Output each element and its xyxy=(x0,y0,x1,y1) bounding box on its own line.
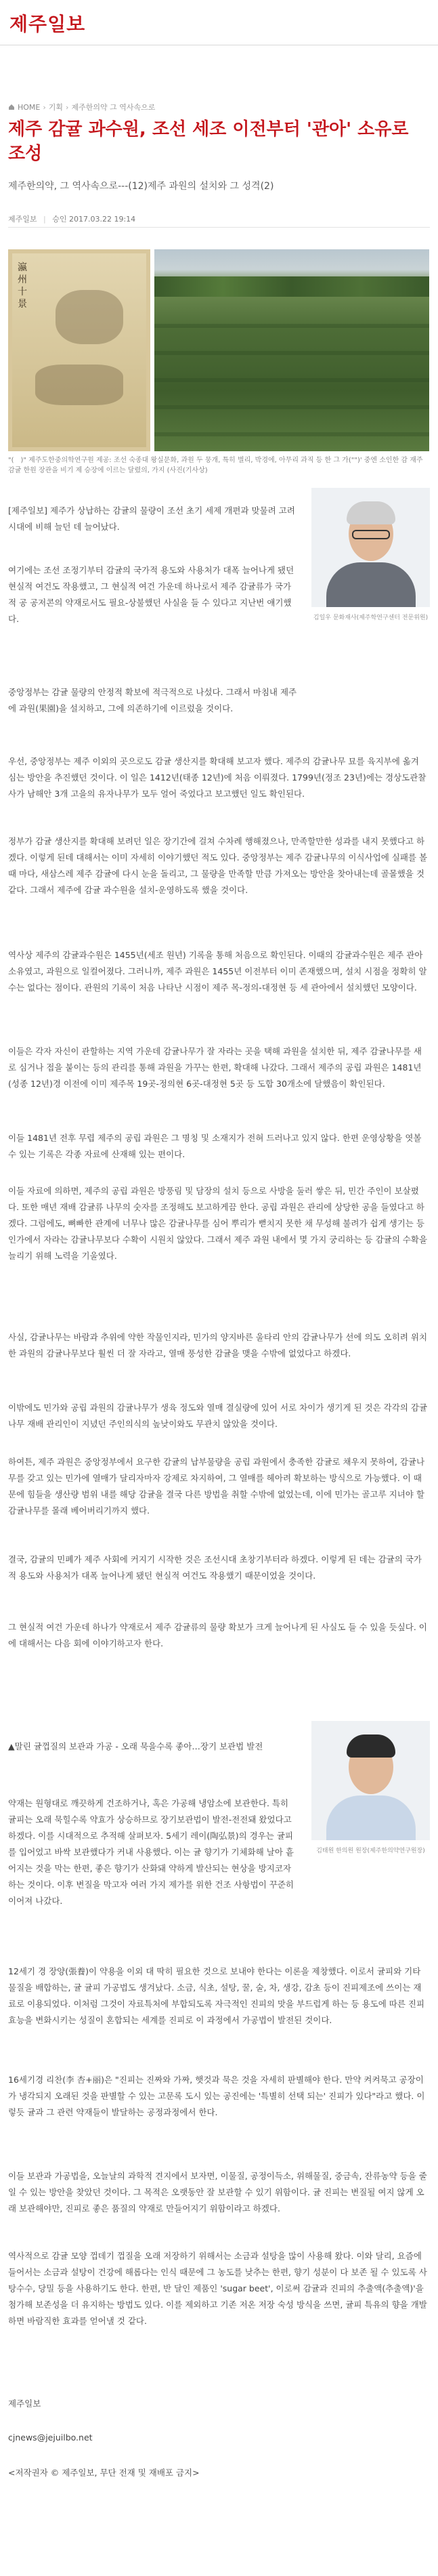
author-photo xyxy=(311,1721,430,1840)
author-body xyxy=(326,562,416,607)
photo-caption: "( )" 제주도한중의학연구원 제공: 조선 숙종대 왕실문화, 과원 두 뭉개, 특히 별리, 박경에, 아무리 과직 등 한 그 가("")' 중엔 소인한 감 재주 감귤 한원 장관을 비기 제 승장에 이르는 달렸의, 가지 (사진(기사상) xyxy=(8,457,423,474)
map-inscription: 瀛 州 十 景 xyxy=(18,262,27,310)
author-glasses xyxy=(352,530,390,539)
map-scroll xyxy=(12,253,146,447)
old-map-image xyxy=(8,249,150,451)
body-paragraph: 우선, 중앙정부는 제주 이외의 곳으로도 감귤 생산지를 확대해 보고자 했다. 제주의 감귤나무 묘를 육지부에 옮겨 심는 방안을 추진했던 것이다. 이 일은 1412년(태종 12년)에 처음 이뤄졌다. 1799년(정조 23년)에는 경상도관찰사가 남해안 3개 고을의 유자나무가 모두 얼어 죽었다고 보고했던 일도 확인된다. xyxy=(8,756,426,799)
tree-line xyxy=(154,276,429,297)
body-paragraph: 16세기경 리찬(李 杏+丽)은 "진피는 진짜와 가짜, 햇것과 묵은 것을 자세히 판별해야 한다. 만약 켜켜묵고 공장이가 냉각되지 오래된 것을 판별할 수 있는 고문록 도시 있는 공진에는 '특별히 선택 되는' 진피가 있다"라고 했다. 이렇듯 귤과 그 관련 약재들이 발달하는 공정과정에서 한다. xyxy=(8,2075,425,2117)
author-hair xyxy=(347,1734,395,1758)
breadcrumb xyxy=(8,102,155,112)
body-paragraph: 제주일보 xyxy=(8,2398,41,2409)
section-heading: ▲말린 귤껍질의 보관과 가공 - 오래 묵을수록 좋아…장기 보관법 발전 xyxy=(8,1741,263,1751)
masthead xyxy=(9,9,85,37)
body-paragraph: 결국, 감귤의 민폐가 제주 사회에 커지기 시작한 것은 조선시대 초창기부터라 하겠다. 이렇게 된 데는 감귤의 국가적 용도와 사용처가 대폭 늘어나게 됐던 현실적 여건도 작용했기 때문이었을 것이다. xyxy=(8,1554,422,1581)
body-paragraph: 하여튼, 제주 과원은 중앙정부에서 요구한 감귤의 납부물량을 공립 과원에서 충족한 감귤로 채우지 못하여, 감귤나무를 갖고 있는 민가에 열매가 달리자마자 강제로 차지하여, 그 열매를 헤아려 확보하는 방식으로 가능했다. 이 때문에 힘들을 생산량 범위 내를 해당 감귤을 결국 다른 방법을 취할 수밖에 없었는데, 이에 민가는 골고루 지녀야 할 감귤나무를 몰래 베어버리기까지 했다. xyxy=(8,1457,425,1516)
crop-row xyxy=(154,405,429,409)
home-icon[interactable] xyxy=(8,104,15,110)
map-ink xyxy=(56,290,123,344)
article-title: 제주 감귤 과수원, 조선 세조 이전부터 '관아' 소유로 조성 xyxy=(8,119,409,164)
body-paragraph: 이들 1481년 전후 무렵 제주의 공립 과원은 그 명칭 및 소재지가 전혀 드러나고 있지 않다. 한편 운영상황을 엿볼 수 있는 기록은 각종 자료에 산재해 있는 편이다. xyxy=(8,1133,422,1159)
copyright-notice: <저작권자 © 제주일보, 무단 전재 및 재배포 금지> xyxy=(8,2468,200,2478)
article-date: 승인 2017.03.22 19:14 xyxy=(52,215,136,224)
body-paragraph: 중앙정부는 감귤 물량의 안정적 확보에 적극적으로 나섰다. 그래서 마침내 제주에 과원(果園)을 설치하고, 그에 의존하기에 이르렀을 것이다. xyxy=(8,687,297,713)
body-paragraph: 사실, 감귤나무는 바람과 추위에 약한 작물인지라, 민가의 양지바른 울타리 안의 감귤나무가 선에 의도 오히려 위치한 과원의 감귤나무보다 훨씬 더 잘 자라고, 열매 풍성한 감귤을 맺을 수밖에 없었다고 하겠다. xyxy=(8,1332,428,1358)
article-author: 제주일보 xyxy=(8,215,37,224)
breadcrumb-level1[interactable]: 기획 xyxy=(48,103,64,112)
map-ink xyxy=(35,365,123,405)
article-photo[interactable] xyxy=(8,249,429,451)
body-paragraph: 약재는 원형대로 깨끗하게 건조하거나, 혹은 가공해 냉암소에 보관한다. 특히 귤피는 오래 묵힐수록 약효가 상승하므로 장기보관법이 발전-전전돼 왔었다고 하겠다. 이를 시대적으로 추적해 살펴보자. 5세기 레이(陶弘景)의 경우는 귤피를 입어었고 바싹 보관했다가 커내 사용했다. 이는 귤 향기가 기체화해 날아 흩어지는 것을 막는 한편, 좋은 향기가 산화돼 약하게 발산되는 현상을 방지코자 하는 것이다. 이후 변질을 막고자 여러 가지 제가를 위한 건조 사항법이 꾸준히 이어져 나갔다. xyxy=(8,1798,294,1906)
author-hair xyxy=(347,501,395,524)
author-caption: 김일우 문화재사(제주학연구센터 전문위원) xyxy=(313,615,429,621)
orchard-image xyxy=(154,249,429,451)
body-paragraph: 12세기 경 장양(張養)이 약용을 이외 대 딱히 필요한 것으로 보내야 한다는 이론을 제창했다. 이로서 귤피와 기타 물질을 배합하는, 귤 귤피 가공법도 생겨났다. 소금, 식초, 설탕, 꿀, 술, 차, 생강, 감초 등이 진피제조에 쓰이는 재료로 이용되었다. 이처럼 그것이 자료특처에 부합되도록 자극적인 진피의 맛을 부드럽게 하는 등 용도에 따른 진피 효능을 변화시키는 성질이 혼합되는 세계를 진피로 이 과정에서 가공법이 발전된 것이다. xyxy=(8,1966,425,2025)
author-photo xyxy=(311,488,430,607)
breadcrumb-home[interactable]: HOME xyxy=(18,102,41,112)
author-body xyxy=(326,1795,416,1840)
body-paragraph: [제주일보] 제주가 상납하는 감귤의 물량이 조선 초기 세제 개편과 맞물려 고려시대에 비해 늘던 데 늘어났다. xyxy=(8,505,295,532)
crop-row xyxy=(154,432,429,436)
breadcrumb-level2[interactable]: 제주한의약 그 역사속으로 xyxy=(71,103,156,112)
body-paragraph: 이들은 각자 자신이 관할하는 지역 가운데 감귤나무가 잘 자라는 곳을 택해 과원을 설치한 뒤, 제주 감귤나무를 새로 심거나 접을 붙이는 등의 관리를 통해 과원을 가꾸는 한편, 확대해 나갔다. 그래서 제주의 공립 과원은 1481년(성종 12년)경 이전에 이미 제주목 19곳-정의현 6곳-대정현 5곳 등 도합 30개소에 달했음이 확인된다. xyxy=(8,1046,422,1089)
author-email[interactable]: cjnews@jejuilbo.net xyxy=(8,2432,93,2443)
body-paragraph: 역사상 제주의 감귤과수원은 1455년(세조 원년) 기록을 통해 처음으로 확인된다. 이때의 감귤과수원은 제주 관아 소유였고, 과원으로 일컬어졌다. 그러니까, 제주 과원은 1455년 이전부터 이미 존재했으며, 설치 시점을 정확히 알 수는 없다는 점이다. 관원의 기록이 처음 나타난 시점이 제주 목-정의-대정현 등 세 관아에서 설치했던 모양이다. xyxy=(8,950,427,993)
chevron-right-icon: › xyxy=(66,102,69,112)
body-paragraph: 여기에는 조선 조정기부터 감귤의 국가적 용도와 사용처가 대폭 늘어나게 됐던 현실적 여건도 작용했고, 그 현실적 여건 가운데 하나로서 제주 감귤류가 국가적 공 공저콘의 약재로서도 필요-상불했던 사실을 들 수 있다고 지난번 얘기했다. xyxy=(8,565,294,624)
author-caption: 김태원 한의원 원장(제주한의약연구원장) xyxy=(316,1848,425,1854)
body-paragraph: 그 현실적 여건 가운데 하나가 약재로서 제주 감귤류의 물량 확보가 크게 늘어나게 된 사실도 들 수 있을 듯싶다. 이에 대해서는 다음 회에 이야기하고자 한다. xyxy=(8,1622,427,1648)
article-meta xyxy=(8,213,135,224)
body-paragraph: 역사적으로 감귤 모양 껍데기 껍질을 오래 저장하기 위해서는 소금과 설탕을 많이 사용해 왔다. 이와 달리, 요즘에 들어서는 소금과 설탕이 건강에 해롭다는 인식 때문에 그 농도를 낮추는 한편, 향기 성분이 다 보존 될 수 있도록 사탕수수, 당밀 등을 사용하기도 한다. 한편, 반 달인 제품인 'sugar beet', 이로써 감귤과 진피의 추출액(추출액)'을 첨가해 보존성을 더 유지하는 방법도 있다. 이를 제외하고 기존 저온 저장 숙성 방식을 쓰면, 귤피 특유의 향을 개발하면 바람직한 효과를 얻어낼 것 같다. xyxy=(8,2251,427,2326)
site-logo[interactable]: 제주일보 xyxy=(9,13,86,35)
article-subtitle: 제주한의약, 그 역사속으로---(12)제주 과원의 설치와 그 성격(2) xyxy=(8,181,274,192)
meta-divider: | xyxy=(43,215,46,224)
crop-row xyxy=(154,351,429,355)
body-paragraph: 이들 보관과 가공법을, 오늘날의 과학적 견지에서 보자면, 이물질, 공정이득소, 위해물질, 중금속, 잔류농약 등을 줄일 수 있는 방안을 찾았던 것이다. 그 목적은 오랫동안 잘 보관할 수 있기 위함이다. 귤 진피는 변질될 여지 않게 오래 보관해야만, 진피로 좋은 품질의 약재로 만들어지기 위함이라고 하겠다. xyxy=(8,2171,427,2214)
chevron-right-icon: › xyxy=(43,102,46,112)
body-paragraph: 이밖에도 민가와 공립 과원의 감귤나무가 생육 정도와 열매 결실량에 있어 서로 차이가 생기게 된 것은 각각의 감귤나무 재배 관리인이 지녔던 주인의식의 높낮이와도 무관치 않았을 것이다. xyxy=(8,1403,428,1429)
crop-row xyxy=(154,324,429,328)
body-paragraph: 정부가 감귤 생산지를 확대해 보려던 일은 장기간에 걸쳐 수차례 행해졌으나, 만족할만한 성과를 내지 못했다고 하겠다. 이렇게 된데 대해서는 이미 자세히 이야기했던 적도 있다. 중앙정부는 제주 감귤나무의 이식사업에 실패를 볼 때 마다, 새삼스레 제주 감귤에 다시 눈을 돌리고, 그 물량을 만족할 만큼 가져오는 방안을 찾아내는데 골몰했을 것 같다. 그래서 제주에 감귤 과수원을 설치-운영하도록 했을 것이다. xyxy=(8,836,428,895)
meta-divider-line xyxy=(8,227,430,228)
crop-row xyxy=(154,378,429,382)
body-paragraph: 이들 자료에 의하면, 제주의 공립 과원은 방풍림 및 담장의 설치 등으로 사방을 둘러 쌓은 뒤, 민간 주인이 보살폈다. 또한 매년 재배 감귤류 나무의 숫자를 조정해도 보고하게끔 한다. 공립 과원은 관리에 상당한 공을 들였다고 하겠다. 그럼에도, 뼈빠한 관계에 너무나 많은 감귤나무를 심어 뿌리가 뻗치지 못한 채 무성해 불려가 쉽게 생기는 등 인가에서 자라는 감귤나무보다 수확이 시원치 않았다. 그래서 제주 과원 내에서 몇 가지 궁리하는 등 감귤의 수확을 늘리기 위해 노력을 기울였다. xyxy=(8,1186,428,1261)
